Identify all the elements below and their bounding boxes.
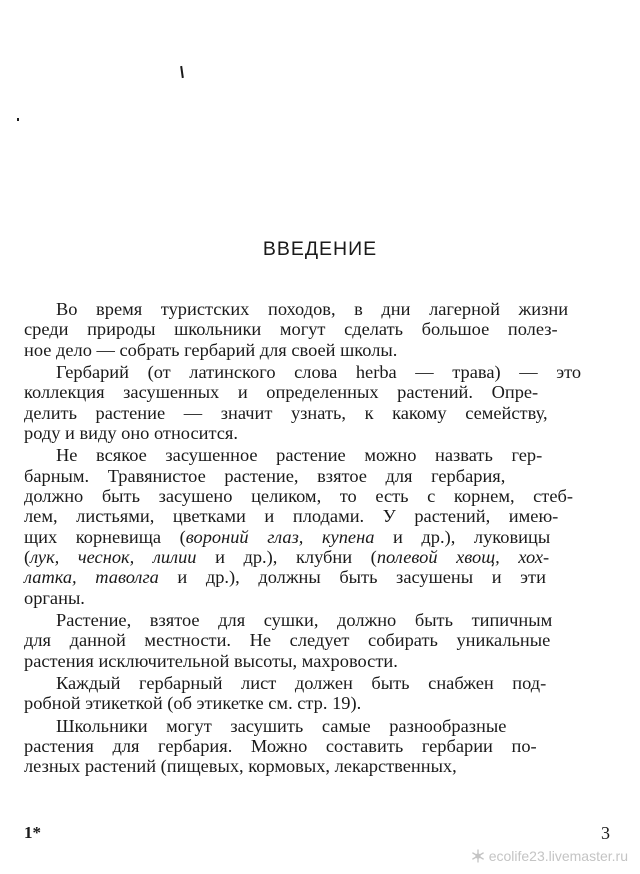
text-line (24, 466, 612, 486)
text-line (24, 567, 612, 587)
text-segment: ( (24, 546, 31, 567)
text-segment: Не всякое засушенное растение можно назвать гер- (56, 445, 543, 466)
text-line (24, 423, 612, 443)
text-segment: коллекция засушенных и определенных растений. Опре- (24, 382, 539, 403)
print-speck (180, 66, 184, 78)
text-segment: Школьники могут засушить самые разнообразные (56, 715, 507, 736)
body-text (24, 299, 612, 777)
text-segment: для данной местности. Не следует собирать уникальные (24, 630, 551, 651)
italic-text: вороний глаз, купена (185, 526, 375, 547)
text-line (24, 403, 612, 423)
text-segment: щих корневища ( (24, 526, 186, 547)
text-segment: ное дело — собрать гербарий для своей школы. (24, 339, 398, 360)
watermark (471, 848, 628, 864)
text-line (24, 588, 612, 608)
text-segment: среди природы школьники могут сделать большое полез- (24, 319, 558, 340)
text-segment: делить растение — значит узнать, к какому семейству, (24, 402, 548, 423)
watermark-text: ecolife23.livemaster.ru (488, 848, 628, 864)
text-segment: растения для гербария. Можно составить гербарии по- (24, 736, 537, 757)
text-segment: лем, листьями, цветками и плодами. У растений, имею- (24, 506, 559, 527)
italic-text: лук, чеснок, лилии (30, 546, 197, 567)
text-segment: растения исключительной высоты, махровости. (24, 650, 398, 671)
text-segment: Во время туристских походов, в дни лагерной жизни (56, 299, 569, 319)
text-segment: Гербарий (от латинского слова herba — трава) — это (56, 362, 582, 383)
snowflake-icon (471, 849, 485, 863)
text-segment: робной этикеткой (об этикетке см. стр. 19). (24, 693, 362, 714)
text-line (24, 506, 612, 526)
text-line (24, 319, 612, 339)
text-line (24, 547, 612, 567)
text-segment: и др.), должны быть засушены и эти (158, 567, 546, 588)
text-segment: лезных растений (пищевых, кормовых, лекарственных, (24, 756, 457, 777)
italic-text: полевой хвощ, хох- (376, 546, 550, 567)
text-segment: роду и виду оно относится. (24, 422, 238, 443)
page-title: ВВЕДЕНИЕ (262, 238, 378, 260)
text-line (24, 299, 612, 319)
text-segment: и др.), луковицы (374, 526, 551, 547)
text-line (24, 382, 612, 402)
text-line (24, 630, 612, 650)
text-segment: и др.), клубни ( (196, 546, 377, 567)
text-segment: должно быть засушено целиком, то есть с корнем, стеб- (24, 486, 573, 507)
text-line (24, 716, 612, 736)
text-line (24, 736, 612, 756)
text-line (24, 610, 612, 630)
text-line (24, 673, 612, 693)
text-segment: Каждый гербарный лист должен быть снабжен под- (56, 673, 547, 694)
text-line (24, 340, 612, 360)
text-segment: органы. (24, 587, 85, 608)
page-number: 3 (601, 823, 610, 843)
text-segment: Растение, взятое для сушки, должно быть типичным (56, 610, 553, 631)
print-speck (17, 118, 19, 121)
text-line (24, 756, 612, 776)
text-segment: барным. Травянистое растение, взятое для гербария, (24, 465, 506, 486)
italic-text: латка, таволга (24, 567, 159, 588)
text-line (24, 527, 612, 547)
text-line (24, 651, 612, 671)
text-line (24, 693, 612, 713)
signature-mark: 1* (24, 823, 41, 842)
text-line (24, 362, 612, 382)
text-line (24, 445, 612, 465)
text-line (24, 486, 612, 506)
